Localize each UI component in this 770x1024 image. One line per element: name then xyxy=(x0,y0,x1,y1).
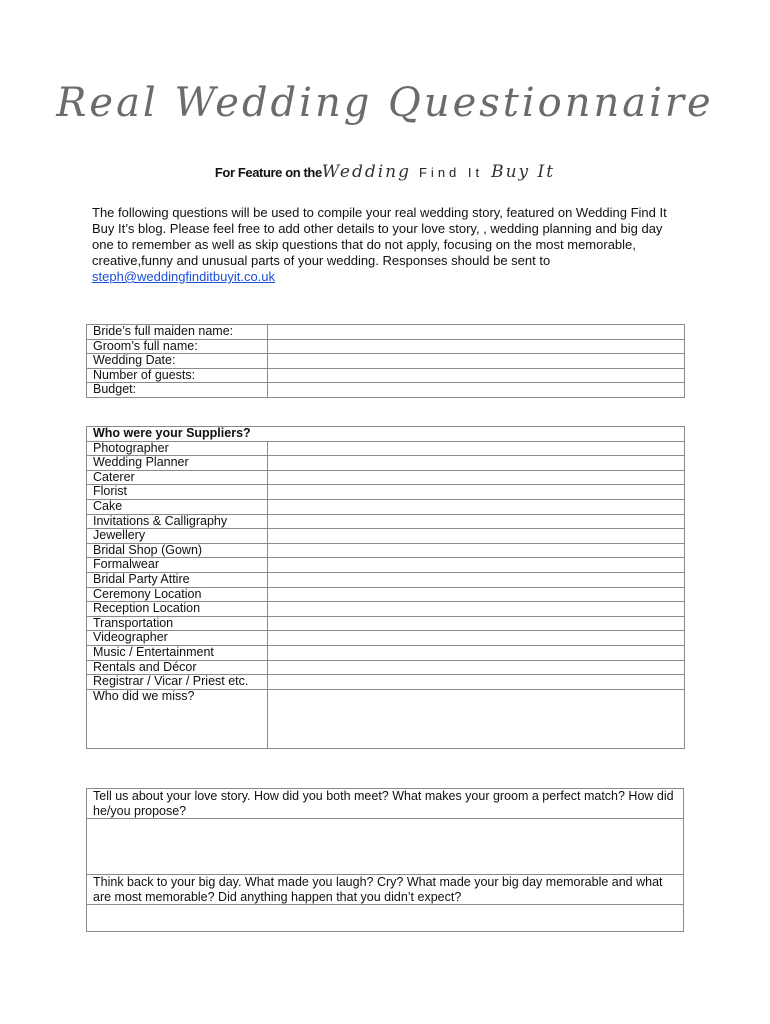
field-label: Groom’s full name: xyxy=(87,339,268,354)
supplier-row xyxy=(87,514,685,529)
supplier-missed-label: Who did we miss? xyxy=(87,689,268,748)
supplier-value-input[interactable] xyxy=(268,485,685,500)
supplier-row xyxy=(87,572,685,587)
field-label: Budget: xyxy=(87,383,268,398)
supplier-row xyxy=(87,587,685,602)
supplier-value-input[interactable] xyxy=(268,645,685,660)
supplier-label: Registrar / Vicar / Priest etc. xyxy=(87,675,268,690)
subtitle-wedding-script: Wedding xyxy=(321,162,411,182)
supplier-value-input[interactable] xyxy=(268,616,685,631)
basic-info-row xyxy=(87,339,685,354)
supplier-value-input[interactable] xyxy=(268,587,685,602)
supplier-row xyxy=(87,660,685,675)
supplier-value-input[interactable] xyxy=(268,631,685,646)
subtitle xyxy=(0,162,770,182)
question-love-story: Tell us about your love story. How did you both meet? What makes your groom a perfect match? How did he/you propose? xyxy=(87,789,684,819)
supplier-label: Florist xyxy=(87,485,268,500)
supplier-label: Music / Entertainment xyxy=(87,645,268,660)
supplier-row xyxy=(87,529,685,544)
field-value-input[interactable] xyxy=(268,325,685,340)
supplier-value-input[interactable] xyxy=(268,572,685,587)
supplier-label: Reception Location xyxy=(87,602,268,617)
supplier-value-input[interactable] xyxy=(268,441,685,456)
supplier-row xyxy=(87,441,685,456)
basic-info-row xyxy=(87,383,685,398)
supplier-label: Jewellery xyxy=(87,529,268,544)
field-label: Bride’s full maiden name: xyxy=(87,325,268,340)
suppliers-heading-row xyxy=(87,427,685,442)
supplier-row xyxy=(87,602,685,617)
supplier-value-input[interactable] xyxy=(268,543,685,558)
supplier-missed-row xyxy=(87,689,685,748)
supplier-value-input[interactable] xyxy=(268,456,685,471)
field-label: Number of guests: xyxy=(87,368,268,383)
email-link[interactable]: steph@weddingfinditbuyit.co.uk xyxy=(92,269,276,284)
supplier-label: Videographer xyxy=(87,631,268,646)
field-value-input[interactable] xyxy=(268,368,685,383)
supplier-value-input[interactable] xyxy=(268,602,685,617)
suppliers-table xyxy=(86,426,685,749)
supplier-missed-input[interactable] xyxy=(268,689,685,748)
page-title: Real Wedding Questionnaire xyxy=(56,80,714,126)
supplier-label: Bridal Shop (Gown) xyxy=(87,543,268,558)
suppliers-heading: Who were your Suppliers? xyxy=(87,427,685,442)
supplier-value-input[interactable] xyxy=(268,514,685,529)
supplier-label: Caterer xyxy=(87,470,268,485)
basic-info-row xyxy=(87,354,685,369)
supplier-label: Rentals and Décor xyxy=(87,660,268,675)
field-value-input[interactable] xyxy=(268,383,685,398)
supplier-row xyxy=(87,456,685,471)
supplier-label: Transportation xyxy=(87,616,268,631)
supplier-label: Ceremony Location xyxy=(87,587,268,602)
supplier-value-input[interactable] xyxy=(268,558,685,573)
field-value-input[interactable] xyxy=(268,339,685,354)
subtitle-buy-it-script: Buy It xyxy=(491,162,556,182)
field-label: Wedding Date: xyxy=(87,354,268,369)
subtitle-find-it: Find It xyxy=(418,165,484,180)
supplier-label: Formalwear xyxy=(87,558,268,573)
basic-info-table xyxy=(86,324,685,398)
supplier-label: Photographer xyxy=(87,441,268,456)
field-value-input[interactable] xyxy=(268,354,685,369)
supplier-value-input[interactable] xyxy=(268,529,685,544)
intro-paragraph xyxy=(92,205,682,285)
supplier-row xyxy=(87,485,685,500)
basic-info-row xyxy=(87,368,685,383)
supplier-row xyxy=(87,616,685,631)
basic-info-row xyxy=(87,325,685,340)
question-big-day: Think back to your big day. What made you laugh? Cry? What made your big day memorable and what are most memorable? Did anything happen that you didn’t expect? xyxy=(87,875,684,905)
supplier-label: Bridal Party Attire xyxy=(87,572,268,587)
supplier-row xyxy=(87,675,685,690)
supplier-row xyxy=(87,470,685,485)
supplier-label: Invitations & Calligraphy xyxy=(87,514,268,529)
supplier-value-input[interactable] xyxy=(268,675,685,690)
supplier-row xyxy=(87,631,685,646)
answer-big-day-field[interactable] xyxy=(87,905,684,932)
subtitle-feature-text: For Feature on the xyxy=(214,165,322,180)
supplier-value-input[interactable] xyxy=(268,660,685,675)
supplier-label: Cake xyxy=(87,499,268,514)
supplier-row xyxy=(87,558,685,573)
story-table xyxy=(86,788,684,932)
answer-love-story-field[interactable] xyxy=(87,819,684,875)
supplier-value-input[interactable] xyxy=(268,470,685,485)
supplier-row xyxy=(87,499,685,514)
supplier-label: Wedding Planner xyxy=(87,456,268,471)
intro-text: The following questions will be used to compile your real wedding story, featured on Wedding Find It Buy It’s blog. Please feel free to add other details to your love story, , wedding planning and big day one to remember as well as skip questions that do not apply, focusing on the most memorable, creative,funny and unusual parts of your wedding. Responses should be sent to xyxy=(92,205,667,268)
supplier-value-input[interactable] xyxy=(268,499,685,514)
supplier-row xyxy=(87,543,685,558)
supplier-row xyxy=(87,645,685,660)
